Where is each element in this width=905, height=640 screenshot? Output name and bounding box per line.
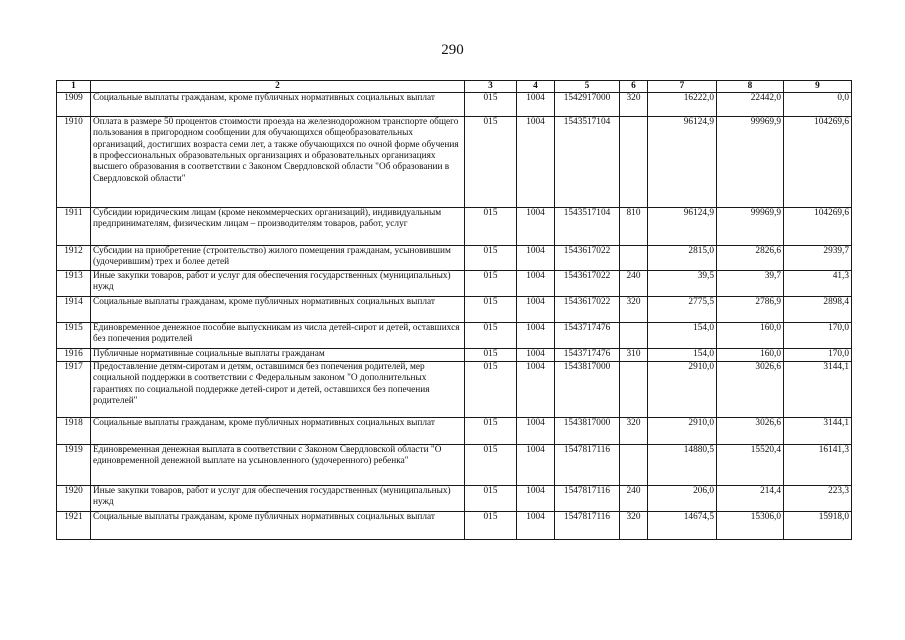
row-number: 1913 xyxy=(57,271,91,297)
row-name: Социальные выплаты гражданам, кроме публичных нормативных социальных выплат xyxy=(91,418,465,445)
amount-col-8: 160,0 xyxy=(717,349,784,362)
amount-col-9: 41,3 xyxy=(784,271,852,297)
chapter-code: 015 xyxy=(465,208,517,246)
row-number: 1917 xyxy=(57,362,91,418)
target-article-code: 1547817116 xyxy=(555,486,620,512)
budget-table xyxy=(56,80,852,540)
target-article-code: 1543517104 xyxy=(555,117,620,208)
amount-col-8: 2786,9 xyxy=(717,297,784,323)
row-name: Иные закупки товаров, работ и услуг для обеспечения государственных (муниципальных) нужд xyxy=(91,271,465,297)
table-row xyxy=(57,445,852,486)
target-article-code: 1543517104 xyxy=(555,208,620,246)
amount-col-9: 170,0 xyxy=(784,323,852,349)
amount-col-9: 170,0 xyxy=(784,349,852,362)
column-header-8: 8 xyxy=(717,81,784,93)
row-name: Иные закупки товаров, работ и услуг для обеспечения государственных (муниципальных) нужд xyxy=(91,486,465,512)
target-article-code: 1543817000 xyxy=(555,362,620,418)
row-number: 1914 xyxy=(57,297,91,323)
amount-col-8: 15306,0 xyxy=(717,512,784,540)
table-row xyxy=(57,323,852,349)
target-article-code: 1543717476 xyxy=(555,323,620,349)
chapter-code: 015 xyxy=(465,297,517,323)
amount-col-8: 214,4 xyxy=(717,486,784,512)
row-number: 1915 xyxy=(57,323,91,349)
chapter-code: 015 xyxy=(465,246,517,271)
expense-type-code: 240 xyxy=(620,486,648,512)
amount-col-8: 22442,0 xyxy=(717,93,784,117)
amount-col-7: 154,0 xyxy=(648,323,717,349)
amount-col-7: 2910,0 xyxy=(648,362,717,418)
page-number: 290 xyxy=(441,42,464,58)
row-number: 1920 xyxy=(57,486,91,512)
amount-col-7: 2775,5 xyxy=(648,297,717,323)
amount-col-7: 96124,9 xyxy=(648,208,717,246)
amount-col-8: 160,0 xyxy=(717,323,784,349)
table-row xyxy=(57,512,852,540)
column-header-9: 9 xyxy=(784,81,852,93)
section-code: 1004 xyxy=(517,323,555,349)
amount-col-8: 99969,9 xyxy=(717,208,784,246)
section-code: 1004 xyxy=(517,362,555,418)
header-row xyxy=(57,81,852,93)
section-code: 1004 xyxy=(517,512,555,540)
column-header-4: 4 xyxy=(517,81,555,93)
section-code: 1004 xyxy=(517,445,555,486)
amount-col-9: 104269,6 xyxy=(784,208,852,246)
row-number: 1921 xyxy=(57,512,91,540)
row-number: 1910 xyxy=(57,117,91,208)
row-number: 1916 xyxy=(57,349,91,362)
row-name: Социальные выплаты гражданам, кроме публичных нормативных социальных выплат xyxy=(91,93,465,117)
amount-col-7: 16222,0 xyxy=(648,93,717,117)
amount-col-9: 3144,1 xyxy=(784,418,852,445)
amount-col-8: 99969,9 xyxy=(717,117,784,208)
target-article-code: 1543617022 xyxy=(555,297,620,323)
table-row xyxy=(57,246,852,271)
table-row xyxy=(57,362,852,418)
chapter-code: 015 xyxy=(465,271,517,297)
row-number: 1911 xyxy=(57,208,91,246)
row-name: Субсидии юридическим лицам (кроме некоммерческих организаций), индивидуальным предпринимателям, физическим лицам – производителям товаров, работ, услуг xyxy=(91,208,465,246)
chapter-code: 015 xyxy=(465,93,517,117)
amount-col-9: 3144,1 xyxy=(784,362,852,418)
amount-col-7: 14674,5 xyxy=(648,512,717,540)
table-row xyxy=(57,208,852,246)
table-row xyxy=(57,271,852,297)
target-article-code: 1547817116 xyxy=(555,445,620,486)
expense-type-code: 320 xyxy=(620,93,648,117)
target-article-code: 1543617022 xyxy=(555,246,620,271)
table-row xyxy=(57,93,852,117)
chapter-code: 015 xyxy=(465,486,517,512)
amount-col-8: 2826,6 xyxy=(717,246,784,271)
expense-type-code xyxy=(620,445,648,486)
chapter-code: 015 xyxy=(465,362,517,418)
row-name: Публичные нормативные социальные выплаты гражданам xyxy=(91,349,465,362)
expense-type-code: 320 xyxy=(620,512,648,540)
section-code: 1004 xyxy=(517,349,555,362)
expense-type-code: 320 xyxy=(620,297,648,323)
section-code: 1004 xyxy=(517,271,555,297)
column-header-5: 5 xyxy=(555,81,620,93)
row-number: 1909 xyxy=(57,93,91,117)
amount-col-9: 16141,3 xyxy=(784,445,852,486)
row-name: Социальные выплаты гражданам, кроме публичных нормативных социальных выплат xyxy=(91,512,465,540)
amount-col-9: 0,0 xyxy=(784,93,852,117)
table-row xyxy=(57,297,852,323)
amount-col-7: 2910,0 xyxy=(648,418,717,445)
amount-col-9: 104269,6 xyxy=(784,117,852,208)
column-header-7: 7 xyxy=(648,81,717,93)
row-name: Единовременное денежное пособие выпускникам из числа детей-сирот и детей, оставшихся без попечения родителей xyxy=(91,323,465,349)
target-article-code: 1543817000 xyxy=(555,418,620,445)
amount-col-9: 2939,7 xyxy=(784,246,852,271)
target-article-code: 1547817116 xyxy=(555,512,620,540)
section-code: 1004 xyxy=(517,208,555,246)
chapter-code: 015 xyxy=(465,418,517,445)
column-header-2: 2 xyxy=(91,81,465,93)
column-header-6: 6 xyxy=(620,81,648,93)
row-number: 1919 xyxy=(57,445,91,486)
amount-col-7: 39,5 xyxy=(648,271,717,297)
section-code: 1004 xyxy=(517,486,555,512)
chapter-code: 015 xyxy=(465,117,517,208)
row-name: Единовременная денежная выплата в соответствии с Законом Свердловской области "О единовременной денежной выплате на усыновленного (удочеренного) ребенка" xyxy=(91,445,465,486)
target-article-code: 1543717476 xyxy=(555,349,620,362)
table-row xyxy=(57,486,852,512)
column-header-3: 3 xyxy=(465,81,517,93)
section-code: 1004 xyxy=(517,297,555,323)
amount-col-8: 15520,4 xyxy=(717,445,784,486)
table-row xyxy=(57,349,852,362)
section-code: 1004 xyxy=(517,93,555,117)
amount-col-8: 39,7 xyxy=(717,271,784,297)
expense-type-code: 320 xyxy=(620,418,648,445)
amount-col-7: 96124,9 xyxy=(648,117,717,208)
column-header-1: 1 xyxy=(57,81,91,93)
amount-col-9: 2898,4 xyxy=(784,297,852,323)
expense-type-code: 310 xyxy=(620,349,648,362)
section-code: 1004 xyxy=(517,117,555,208)
expense-type-code xyxy=(620,362,648,418)
chapter-code: 015 xyxy=(465,445,517,486)
target-article-code: 1542917000 xyxy=(555,93,620,117)
row-number: 1912 xyxy=(57,246,91,271)
expense-type-code: 240 xyxy=(620,271,648,297)
amount-col-9: 223,3 xyxy=(784,486,852,512)
chapter-code: 015 xyxy=(465,349,517,362)
table-row xyxy=(57,117,852,208)
row-number: 1918 xyxy=(57,418,91,445)
chapter-code: 015 xyxy=(465,323,517,349)
row-name: Социальные выплаты гражданам, кроме публичных нормативных социальных выплат xyxy=(91,297,465,323)
expense-type-code xyxy=(620,246,648,271)
amount-col-9: 15918,0 xyxy=(784,512,852,540)
table-row xyxy=(57,418,852,445)
row-name: Оплата в размере 50 процентов стоимости проезда на железнодорожном транспорте общего пользования в пригородном сообщении для обучающихся общеобразовательных организаций, достигших возраста семи лет, а также обучающихся по очной форме обучения в профессиональных образовательных организациях и образовательных организациях высшего образования в соответствии с Законом Свердловской области "Об образовании в Свердловской области" xyxy=(91,117,465,208)
row-name: Предоставление детям-сиротам и детям, оставшимся без попечения родителей, мер социальной поддержки в соответствии с Федеральным законом "О дополнительных гарантиях по социальной поддержке детей-сирот и детей, оставшихся без попечения родителей" xyxy=(91,362,465,418)
amount-col-7: 2815,0 xyxy=(648,246,717,271)
amount-col-7: 206,0 xyxy=(648,486,717,512)
row-name: Субсидии на приобретение (строительство) жилого помещения гражданам, усыновившим (удочерившим) трех и более детей xyxy=(91,246,465,271)
amount-col-8: 3026,6 xyxy=(717,362,784,418)
expense-type-code xyxy=(620,323,648,349)
expense-type-code xyxy=(620,117,648,208)
amount-col-7: 154,0 xyxy=(648,349,717,362)
amount-col-7: 14880,5 xyxy=(648,445,717,486)
amount-col-8: 3026,6 xyxy=(717,418,784,445)
section-code: 1004 xyxy=(517,246,555,271)
section-code: 1004 xyxy=(517,418,555,445)
target-article-code: 1543617022 xyxy=(555,271,620,297)
expense-type-code: 810 xyxy=(620,208,648,246)
chapter-code: 015 xyxy=(465,512,517,540)
